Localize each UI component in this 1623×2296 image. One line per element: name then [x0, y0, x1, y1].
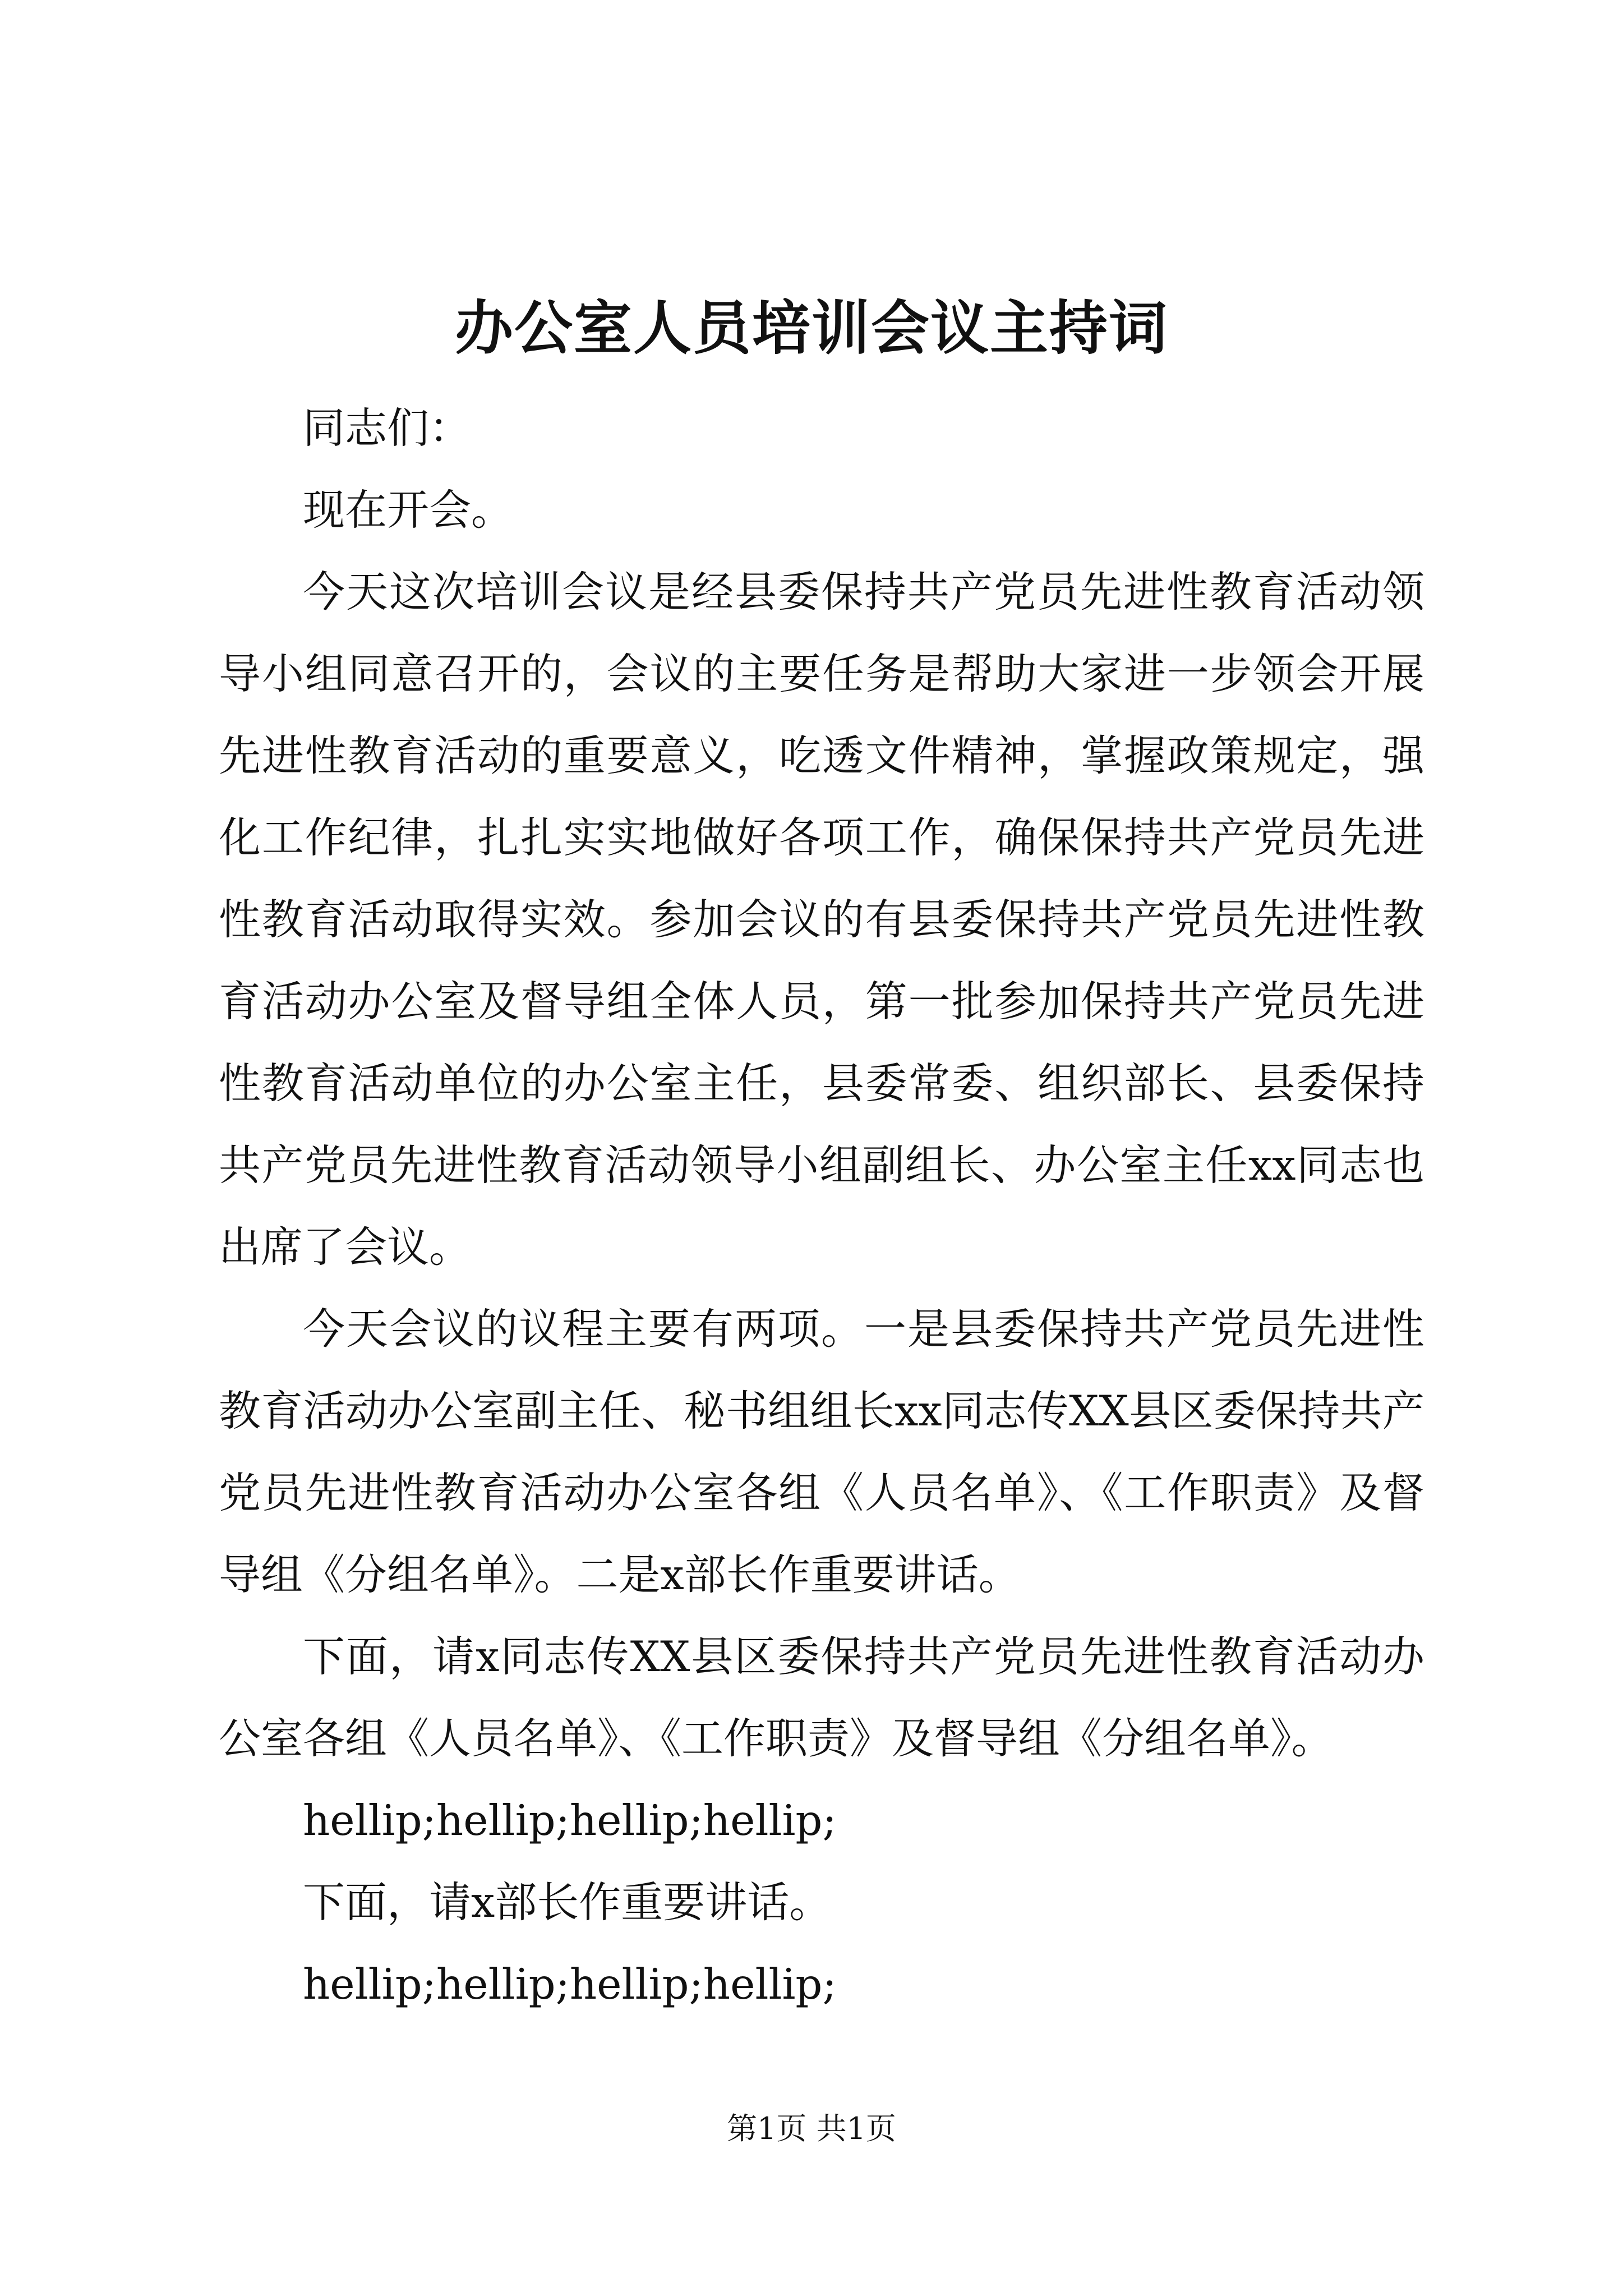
paragraph-second-item: 下面，请x部长作重要讲话。: [303, 1878, 832, 1927]
page-footer: 第1页 共1页: [727, 2111, 896, 2146]
paragraph-salutation: 同志们：: [303, 403, 472, 453]
paragraph-opening: 现在开会。: [303, 485, 514, 535]
paragraph-first-item: 下面，请x同志传XX县区委保持共产党员先进性教育活动办公室各组《人员名单》、《工作职责》及督导组《分组名单》。: [219, 1632, 1424, 1763]
paragraph-ellipsis-1: hellip;hellip;hellip;hellip;: [303, 1796, 837, 1845]
paragraph-agenda: 今天会议的议程主要有两项。一是县委保持共产党员先进性教育活动办公室副主任、秘书组组长xx同志传XX县区委保持共产党员先进性教育活动办公室各组《人员名单》、《工作职责》及督导组《分组名单》。二是x部长作重要讲话。: [219, 1304, 1424, 1599]
document-body: [219, 387, 1424, 2025]
document-title: 办公室人员培训会议主持词: [454, 293, 1168, 362]
paragraph-purpose: 今天这次培训会议是经县委保持共产党员先进性教育活动领导小组同意召开的，会议的主要任务是帮助大家进一步领会开展先进性教育活动的重要意义，吃透文件精神，掌握政策规定，强化工作纪律，扎扎实实地做好各项工作，确保保持共产党员先进性教育活动取得实效。参加会议的有县委保持共产党员先进性教育活动办公室及督导组全体人员，第一批参加保持共产党员先进性教育活动单位的办公室主任，县委常委、组织部长、县委保持共产党员先进性教育活动领导小组副组长、办公室主任xx同志也出席了会议。: [219, 567, 1424, 1272]
paragraph-ellipsis-2: hellip;hellip;hellip;hellip;: [303, 1959, 837, 2009]
